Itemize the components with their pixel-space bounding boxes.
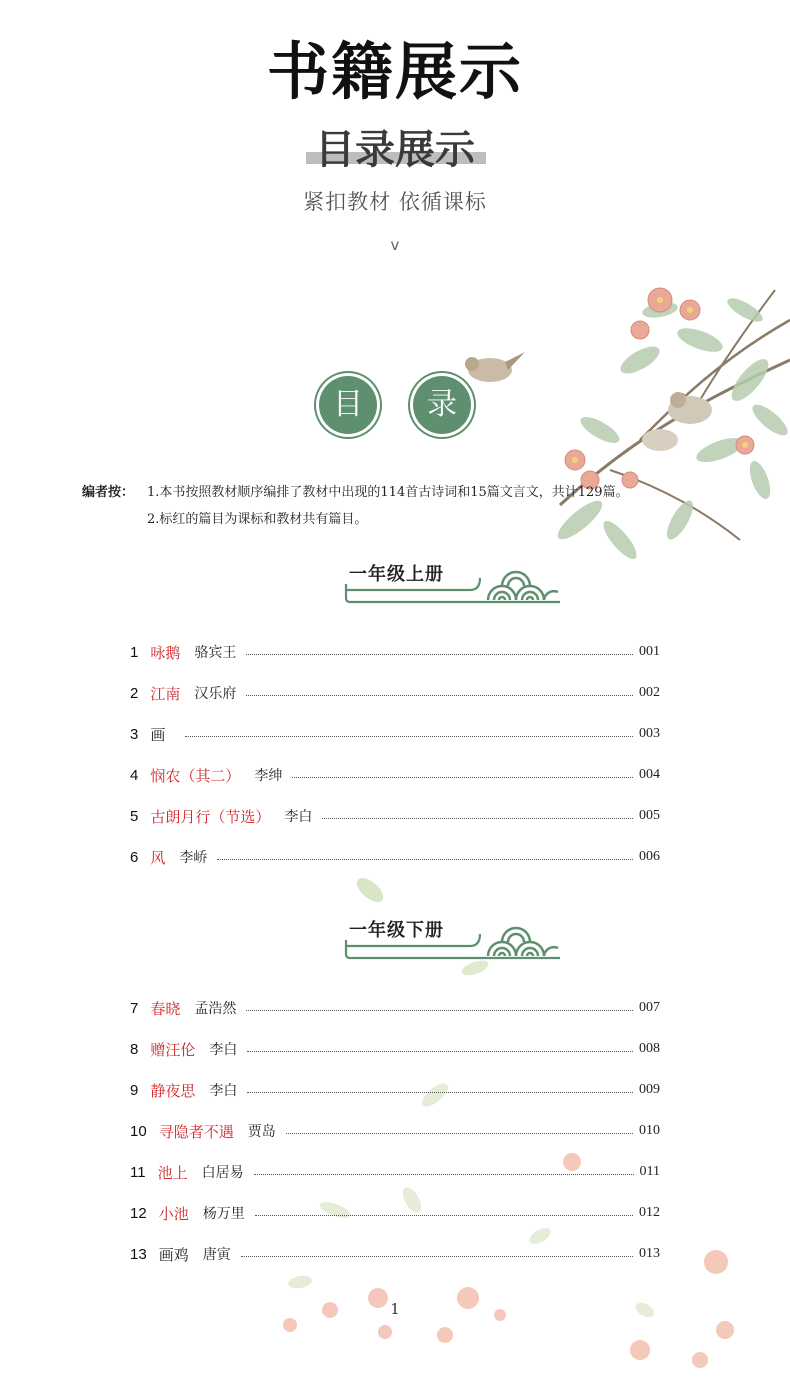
toc-number: 6 — [130, 848, 139, 866]
toc-row[interactable] — [130, 682, 660, 704]
toc-author: 贾岛 — [247, 1124, 276, 1140]
toc-page: 002 — [639, 685, 660, 700]
seal-mu: 目 — [319, 376, 377, 434]
toc-leader-dots — [292, 777, 633, 778]
toc-author: 孟浩然 — [194, 1001, 237, 1017]
toc-author: 李白 — [209, 1042, 238, 1058]
toc-title[interactable]: 画鸡 — [158, 1245, 189, 1264]
toc-title[interactable]: 池上 — [157, 1163, 188, 1182]
toc-number: 7 — [130, 999, 139, 1017]
toc-row[interactable] — [130, 641, 660, 663]
toc-leader-dots — [255, 1215, 633, 1216]
toc-row[interactable] — [130, 1120, 660, 1142]
toc-title[interactable]: 悯农（其二） — [150, 766, 241, 785]
toc-number: 11 — [130, 1163, 146, 1181]
toc-leader-dots — [247, 1092, 633, 1093]
slogan-text: 紧扣教材 依循课标 — [303, 190, 487, 214]
toc-title[interactable]: 画 — [150, 725, 166, 744]
toc-leader-dots — [217, 859, 633, 860]
subtitle-wrapper — [0, 118, 790, 175]
editor-note-line-1: 1.本书按照教材顺序编排了教材中出现的114首古诗词和15篇文言文，共计129篇。 — [147, 485, 629, 500]
toc-page: 010 — [639, 1123, 660, 1138]
editor-note-label: 编者按： — [82, 485, 135, 500]
editor-note-line-2: 2.标红的篇目为课标和教材共有篇目。 — [147, 512, 368, 527]
toc-author: 白居易 — [201, 1165, 244, 1181]
toc-page: 012 — [639, 1205, 660, 1220]
toc-author: 李峤 — [179, 850, 208, 866]
toc-title[interactable]: 寻隐者不遇 — [158, 1122, 234, 1141]
toc-page: 003 — [639, 726, 660, 741]
toc-number: 4 — [130, 766, 139, 784]
toc-leader-dots — [322, 818, 633, 819]
toc-number: 5 — [130, 807, 139, 825]
toc-page: 009 — [639, 1082, 660, 1097]
toc-number: 1 — [130, 643, 139, 661]
toc-number: 8 — [130, 1040, 139, 1058]
toc-page: 008 — [639, 1041, 660, 1056]
toc-title[interactable]: 古朗月行（节选） — [150, 807, 271, 826]
toc-leader-dots — [246, 695, 633, 696]
toc-row[interactable] — [130, 846, 660, 868]
section-subtitle: 目录展示 — [315, 127, 475, 173]
toc-leader-dots — [241, 1256, 633, 1257]
toc-page: 013 — [639, 1246, 660, 1261]
page-number: 1 — [390, 1300, 400, 1318]
toc-author: 李白 — [209, 1083, 238, 1099]
toc-number: 10 — [130, 1122, 147, 1140]
toc-author: 唐寅 — [202, 1247, 231, 1263]
section-title-grade1-vol1: 一年级上册 — [349, 564, 444, 585]
toc-number: 2 — [130, 684, 139, 702]
toc-leader-dots — [185, 736, 633, 737]
toc-author: 汉乐府 — [194, 686, 237, 702]
toc-author: 骆宾王 — [194, 645, 237, 661]
toc-leader-dots — [286, 1133, 633, 1134]
page-title: 书籍展示 — [266, 35, 523, 108]
toc-author: 李绅 — [254, 768, 283, 784]
toc-row[interactable] — [130, 1202, 660, 1224]
toc-leader-dots — [247, 1051, 633, 1052]
toc-title[interactable]: 春晓 — [150, 999, 181, 1018]
toc-title[interactable]: 小池 — [158, 1204, 189, 1223]
toc-page: 007 — [639, 1000, 660, 1015]
toc-author: 杨万里 — [202, 1206, 245, 1222]
section-title-grade1-vol2: 一年级下册 — [349, 920, 444, 941]
toc-row[interactable] — [130, 764, 660, 786]
toc-page: 004 — [639, 767, 660, 782]
chevron-down-icon: v — [390, 236, 400, 254]
toc-title[interactable]: 江南 — [150, 684, 181, 703]
toc-leader-dots — [246, 654, 633, 655]
toc-page: 001 — [639, 644, 660, 659]
toc-leader-dots — [246, 1010, 633, 1011]
toc-page: 005 — [639, 808, 660, 823]
toc-page: 006 — [639, 849, 660, 864]
toc-number: 13 — [130, 1245, 147, 1263]
toc-row[interactable] — [130, 723, 660, 745]
toc-page: 011 — [639, 1164, 660, 1179]
toc-row[interactable] — [130, 1038, 660, 1060]
toc-number: 3 — [130, 725, 139, 743]
toc-row[interactable] — [130, 1243, 660, 1265]
toc-row[interactable] — [130, 997, 660, 1019]
toc-leader-dots — [254, 1174, 634, 1175]
toc-title[interactable]: 咏鹅 — [150, 643, 181, 662]
toc-author: 李白 — [284, 809, 313, 825]
toc-number: 12 — [130, 1204, 147, 1222]
toc-row[interactable] — [130, 1161, 660, 1183]
toc-number: 9 — [130, 1081, 139, 1099]
toc-title[interactable]: 风 — [150, 848, 166, 867]
toc-row[interactable] — [130, 1079, 660, 1101]
toc-title[interactable]: 静夜思 — [150, 1081, 196, 1100]
toc-title[interactable]: 赠汪伦 — [150, 1040, 196, 1059]
toc-row[interactable] — [130, 805, 660, 827]
seal-lu: 录 — [413, 376, 471, 434]
